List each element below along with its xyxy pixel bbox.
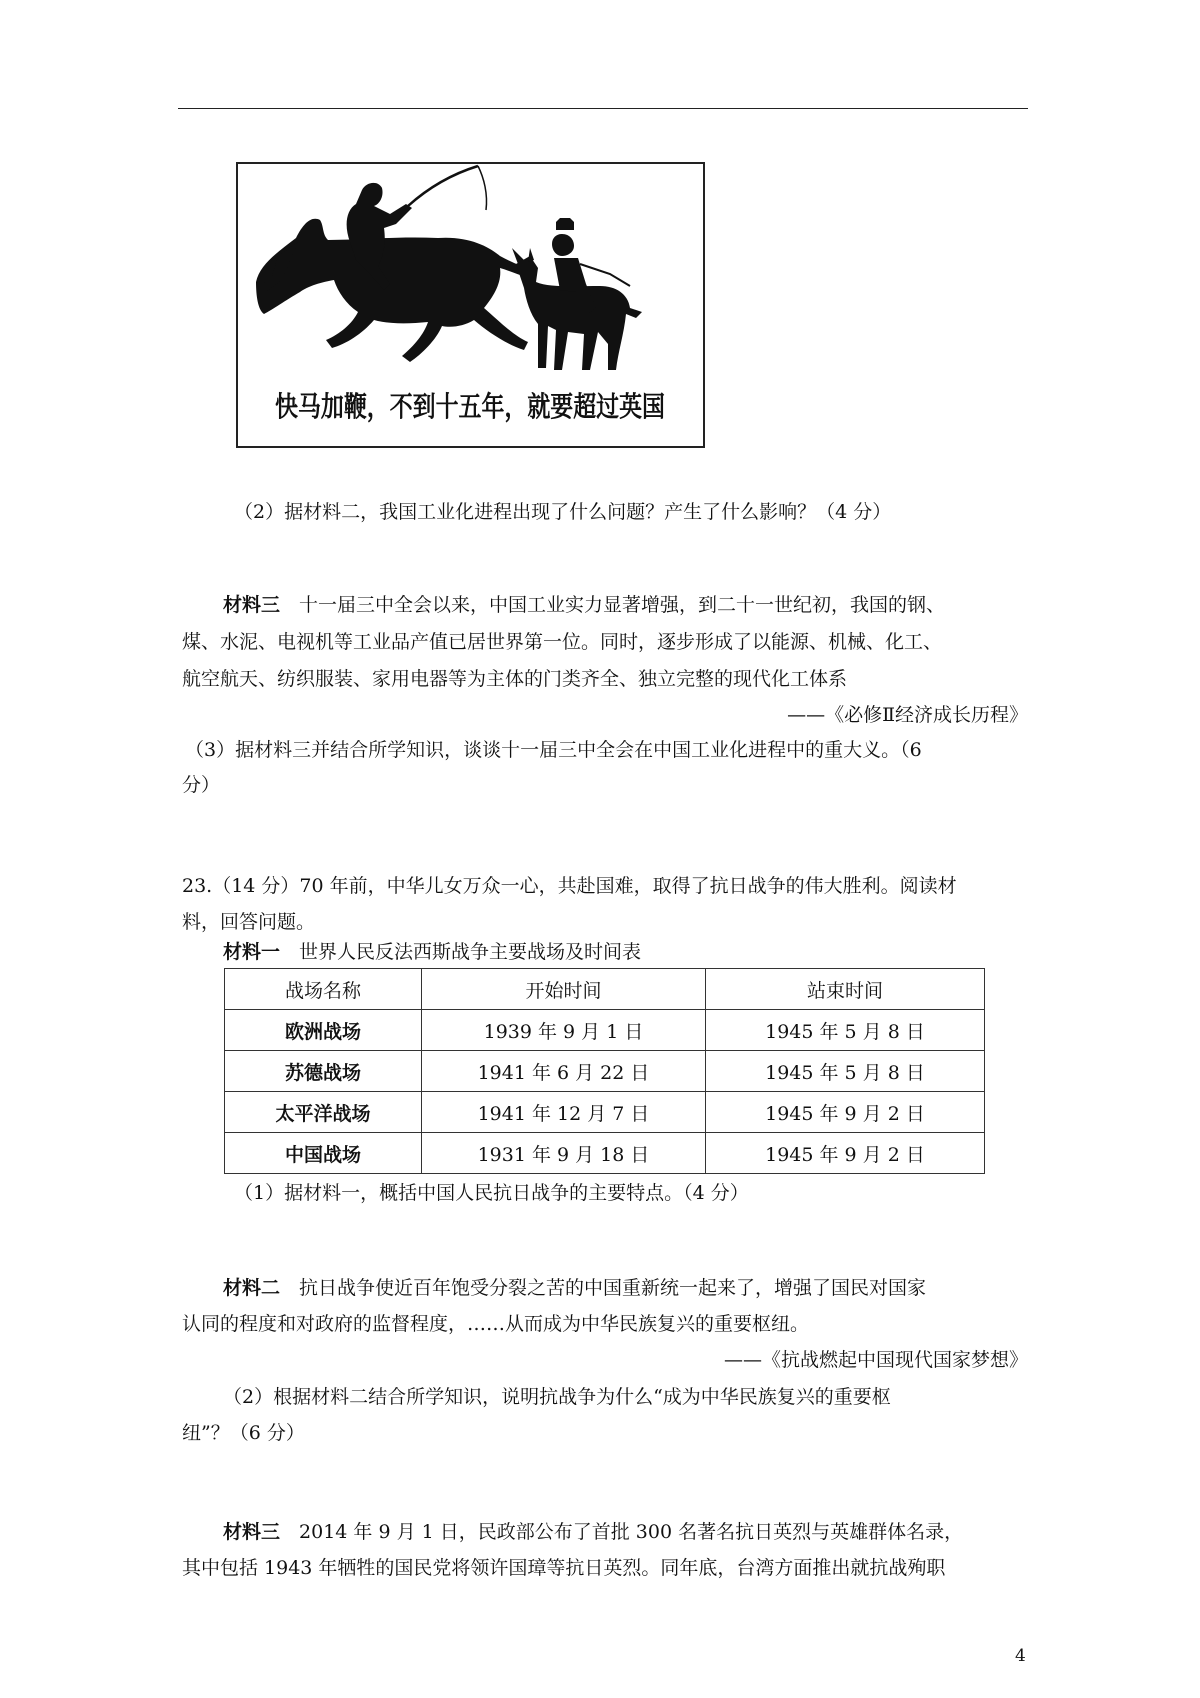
material-3b-text-1: 2014 年 9 月 1 日，民政部公布了首批 300 名著名抗日英烈与英雄群体名录， [299, 1521, 964, 1543]
material-3-text-1: 十一届三中全会以来，中国工业实力显著增强，到二十一世纪初，我国的钢、 [299, 594, 946, 616]
table-header: 站束时间 [706, 969, 985, 1010]
material-1-text: 世界人民反法西斯战争主要战场及时间表 [299, 941, 642, 963]
material-3b-line-2: 其中包括 1943 年牺牲的国民党将领许国璋等抗日英烈。同年底，台湾方面推出就抗战殉职 [182, 1557, 946, 1579]
material-2-line-2: 认同的程度和对政府的监督程度，……从而成为中华民族复兴的重要枢纽。 [182, 1313, 810, 1335]
table-header-row [225, 969, 985, 1010]
material-2-source: ——《抗战燃起中国现代国家梦想》 [723, 1349, 1028, 1371]
material-3b-line-1 [223, 1515, 963, 1549]
table-row [225, 1010, 985, 1051]
material-3-source: ——《必修Ⅱ经济成长历程》 [787, 704, 1028, 726]
material-2-text-1: 抗日战争使近百年饱受分裂之苦的中国重新统一起来了，增强了国民对国家 [299, 1277, 927, 1299]
material-3-line-2: 煤、水泥、电视机等工业品产值已居世界第一位。同时，逐步形成了以能源、机械、化工、 [182, 631, 943, 653]
table-header: 战场名称 [225, 969, 422, 1010]
question-22-3-line-1: （3）据材料三并结合所学知识，谈谈十一届三中全会在中国工业化进程中的重大义。（6 [185, 739, 922, 761]
page-number: 4 [1015, 1646, 1026, 1666]
table-cell: 中国战场 [225, 1133, 422, 1174]
question-23-2-line-2: 纽”？（6 分） [182, 1422, 305, 1444]
material-3-line-3: 航空航天、纺织服装、家用电器等为主体的门类齐全、独立完整的现代化工体系 [182, 668, 848, 690]
table-cell: 欧洲战场 [225, 1010, 422, 1051]
cartoon-illustration [238, 164, 703, 446]
table-row [225, 1133, 985, 1174]
horse-rider-silhouette-icon [256, 166, 534, 362]
table-row [225, 1092, 985, 1133]
table-cell: 1945 年 9 月 2 日 [706, 1092, 985, 1133]
material-3-line-1 [223, 588, 945, 622]
table-cell: 苏德战场 [225, 1051, 422, 1092]
question-22-3-line-2: 分） [182, 774, 221, 796]
table-cell: 1945 年 5 月 8 日 [706, 1010, 985, 1051]
table-cell: 太平洋战场 [225, 1092, 422, 1133]
question-23-line-2: 料，回答问题。 [182, 911, 316, 933]
table-row [225, 1051, 985, 1092]
table-cell: 1945 年 5 月 8 日 [706, 1051, 985, 1092]
material-3-label: 材料三 [223, 594, 281, 616]
material-2-line-1 [223, 1271, 926, 1305]
question-23-1: （1）据材料一，概括中国人民抗日战争的主要特点。（4 分） [234, 1182, 749, 1204]
table-cell: 1939 年 9 月 1 日 [422, 1010, 706, 1051]
material-3b-label: 材料三 [223, 1521, 281, 1543]
cartoon-image [236, 162, 705, 448]
table-cell: 1941 年 6 月 22 日 [422, 1051, 706, 1092]
table-header: 开始时间 [422, 969, 706, 1010]
question-23-2-line-1: （2）根据材料二结合所学知识，说明抗战争为什么“成为中华民族复兴的重要枢 [223, 1386, 891, 1408]
cartoon-caption: 快马加鞭，不到十五年，就要超过英国 [275, 390, 665, 423]
material-1-label: 材料一 [223, 941, 281, 963]
table-cell: 1945 年 9 月 2 日 [706, 1133, 985, 1174]
table-cell: 1931 年 9 月 18 日 [422, 1133, 706, 1174]
battlefield-table [224, 968, 985, 1174]
header-rule [178, 108, 1028, 109]
question-23-line-1: 23.（14 分）70 年前，中华儿女万众一心，共赴国难，取得了抗日战争的伟大胜利。阅读材 [182, 875, 957, 897]
material-1-line [223, 942, 641, 962]
question-22-2: （2）据材料二，我国工业化进程出现了什么问题？产生了什么影响？（4 分） [234, 501, 892, 523]
table-cell: 1941 年 12 月 7 日 [422, 1092, 706, 1133]
material-2-label: 材料二 [223, 1277, 281, 1299]
donkey-rider-silhouette-icon [512, 218, 642, 370]
